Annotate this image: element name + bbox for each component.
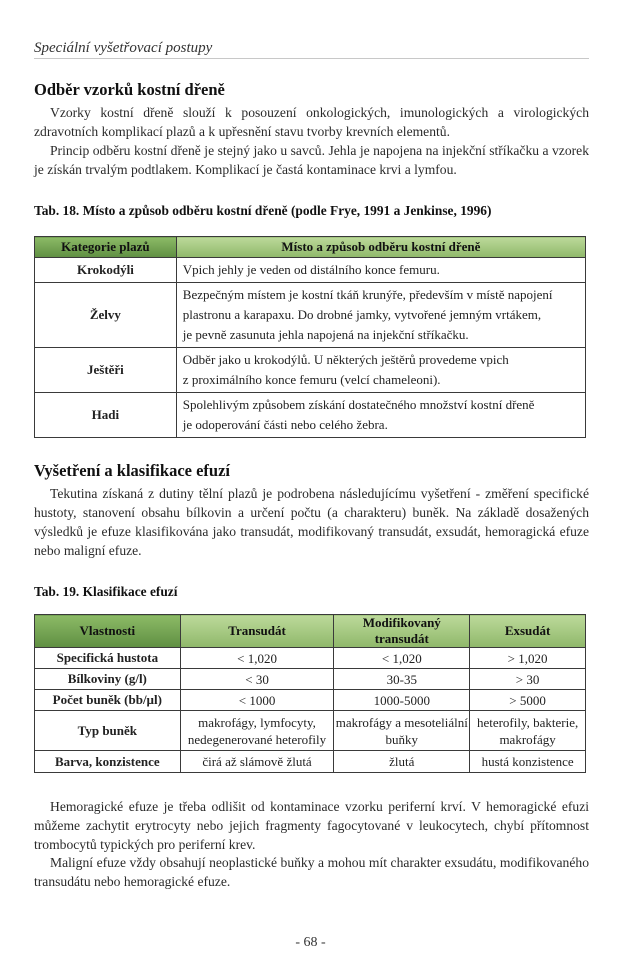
table18-description-line: Vpich jehly je veden od distálního konce femuru. <box>182 262 440 277</box>
table19-cell-line: makrofágy <box>499 731 556 747</box>
table18-category: Hadi <box>35 393 177 438</box>
table18-description-line: plastronu a karapaxu. Do drobné jamky, vytvořené jemným vrtákem, <box>182 307 542 322</box>
table19-cell-line: heterofily, bakterie, <box>476 714 579 730</box>
table19-cell <box>334 711 470 751</box>
table19-cell-line: nedegenerované heterofily <box>187 731 327 747</box>
table19-cell: žlutá <box>334 751 470 773</box>
table19-header-exudate: Exsudát <box>470 615 586 648</box>
table19-header-property: Vlastnosti <box>35 615 181 648</box>
table19-property: Počet buněk (bb/µl) <box>35 690 181 711</box>
table19-cell-line: buňky <box>385 731 419 747</box>
table18-description <box>176 283 585 348</box>
table-row <box>35 690 586 711</box>
table-row <box>35 751 586 773</box>
page-number: - 68 - <box>295 935 326 950</box>
table18-header-method: Místo a způsob odběru kostní dřeně <box>176 237 585 258</box>
running-head: Speciální vyšetřovací postupy <box>34 40 213 56</box>
section-heading-bone-marrow: Odběr vzorků kostní dřeně <box>34 80 225 99</box>
table19 <box>34 614 586 773</box>
table19-header-modified-transudate: Modifikovaný transudát <box>334 615 470 648</box>
table-row <box>35 258 586 283</box>
table-row <box>35 648 586 669</box>
table19-cell: 1000-5000 <box>334 690 470 711</box>
table-row <box>35 669 586 690</box>
table19-cell-line: makrofágy a mesoteliální <box>335 714 468 730</box>
table19-cell: < 1,020 <box>180 648 334 669</box>
table19-header-transudate: Transudát <box>180 615 334 648</box>
table18-description-line: Odběr jako u krokodýlů. U některých ještěrů provedeme vpich <box>182 352 509 367</box>
table18 <box>34 236 586 438</box>
table18-category: Ještěři <box>35 348 177 393</box>
table19-property: Barva, konzistence <box>35 751 181 773</box>
table18-header-category: Kategorie plazů <box>35 237 177 258</box>
table18-description-line: z proximálního konce femuru (velcí chameleoni). <box>182 372 441 387</box>
table18-description-line: je pevně zasunuta jehla napojená na injekční stříkačku. <box>182 327 469 342</box>
table-row <box>35 711 586 751</box>
paragraph-bone-marrow-purpose: Vzorky kostní dřeně slouží k posouzení onkologických, imunologických a virologických zdravotních komplikací plazů a k upřesnění stavu tvorby krevních elementů. <box>34 105 589 139</box>
table18-caption: Tab. 18. Místo a způsob odběru kostní dřeně (podle Frye, 1991 a Jenkinse, 1996) <box>34 203 492 218</box>
table19-cell: > 1,020 <box>470 648 586 669</box>
table18-description <box>176 258 585 283</box>
table19-cell: < 1000 <box>180 690 334 711</box>
table19-cell <box>470 711 586 751</box>
table18-header-row <box>35 237 586 258</box>
table19-caption: Tab. 19. Klasifikace efuzí <box>34 584 178 599</box>
table19-cell: 30-35 <box>334 669 470 690</box>
paragraph-bone-marrow-principle: Princip odběru kostní dřeně je stejný jako u savců. Jehla je napojena na injekční stříkačku a vzorek je získán trvalým podtlakem. Komplikací je častá kontaminace krvi a lymfou. <box>34 143 589 177</box>
table18-description <box>176 393 585 438</box>
table18-category: Krokodýli <box>35 258 177 283</box>
table19-cell: < 30 <box>180 669 334 690</box>
table19-property: Bílkoviny (g/l) <box>35 669 181 690</box>
table19-cell-line: makrofágy, lymfocyty, <box>198 714 316 730</box>
table-row <box>35 393 586 438</box>
paragraph-malignant-effusion: Maligní efuze vždy obsahují neoplastické buňky a mohou mít charakter exsudátu, modifikovaného transudátu nebo hemoragické efuze. <box>34 855 589 889</box>
table18-description-line: Spolehlivým způsobem získání dostatečného množství kostní dřeně <box>182 397 535 412</box>
table18-category: Želvy <box>35 283 177 348</box>
table-row <box>35 283 586 348</box>
header-rule <box>34 58 589 59</box>
table-row <box>35 348 586 393</box>
table19-cell: čirá až slámově žlutá <box>180 751 334 773</box>
table19-cell: > 5000 <box>470 690 586 711</box>
table19-cell <box>180 711 334 751</box>
table18-description-line: je odoperování části nebo celého žebra. <box>182 417 388 432</box>
paragraph-effusion-classification: Tekutina získaná z dutiny tělní plazů je podrobena následujícímu vyšetření - změření specifické hustoty, stanovení obsahu bílkovin a určení počtu (a charakteru) buněk. Na základě dosažených výsledků je efuze klasifikována jako transudát, modifikovaný transudát, exsudát, hemoragická efuze nebo maligní efuze. <box>34 486 589 558</box>
paragraph-hemorrhagic-effusion: Hemoragické efuze je třeba odlišit od kontaminace vzorku periferní krví. V hemoragické efuzi můžeme zachytit erytrocyty nebo jejich fragmenty fagocytované v leukocytech, chybí přítomnost trombocytů typických pro periferní krev. <box>34 799 589 852</box>
table19-cell: < 1,020 <box>334 648 470 669</box>
table19-header-row <box>35 615 586 648</box>
table19-cell: > 30 <box>470 669 586 690</box>
table18-description <box>176 348 585 393</box>
section-heading-effusions: Vyšetření a klasifikace efuzí <box>34 461 230 480</box>
table19-cell: hustá konzistence <box>470 751 586 773</box>
table18-description-line: Bezpečným místem je kostní tkáň krunýře, především v místě napojení <box>182 287 553 302</box>
table19-property: Specifická hustota <box>35 648 181 669</box>
table19-property: Typ buněk <box>35 711 181 751</box>
